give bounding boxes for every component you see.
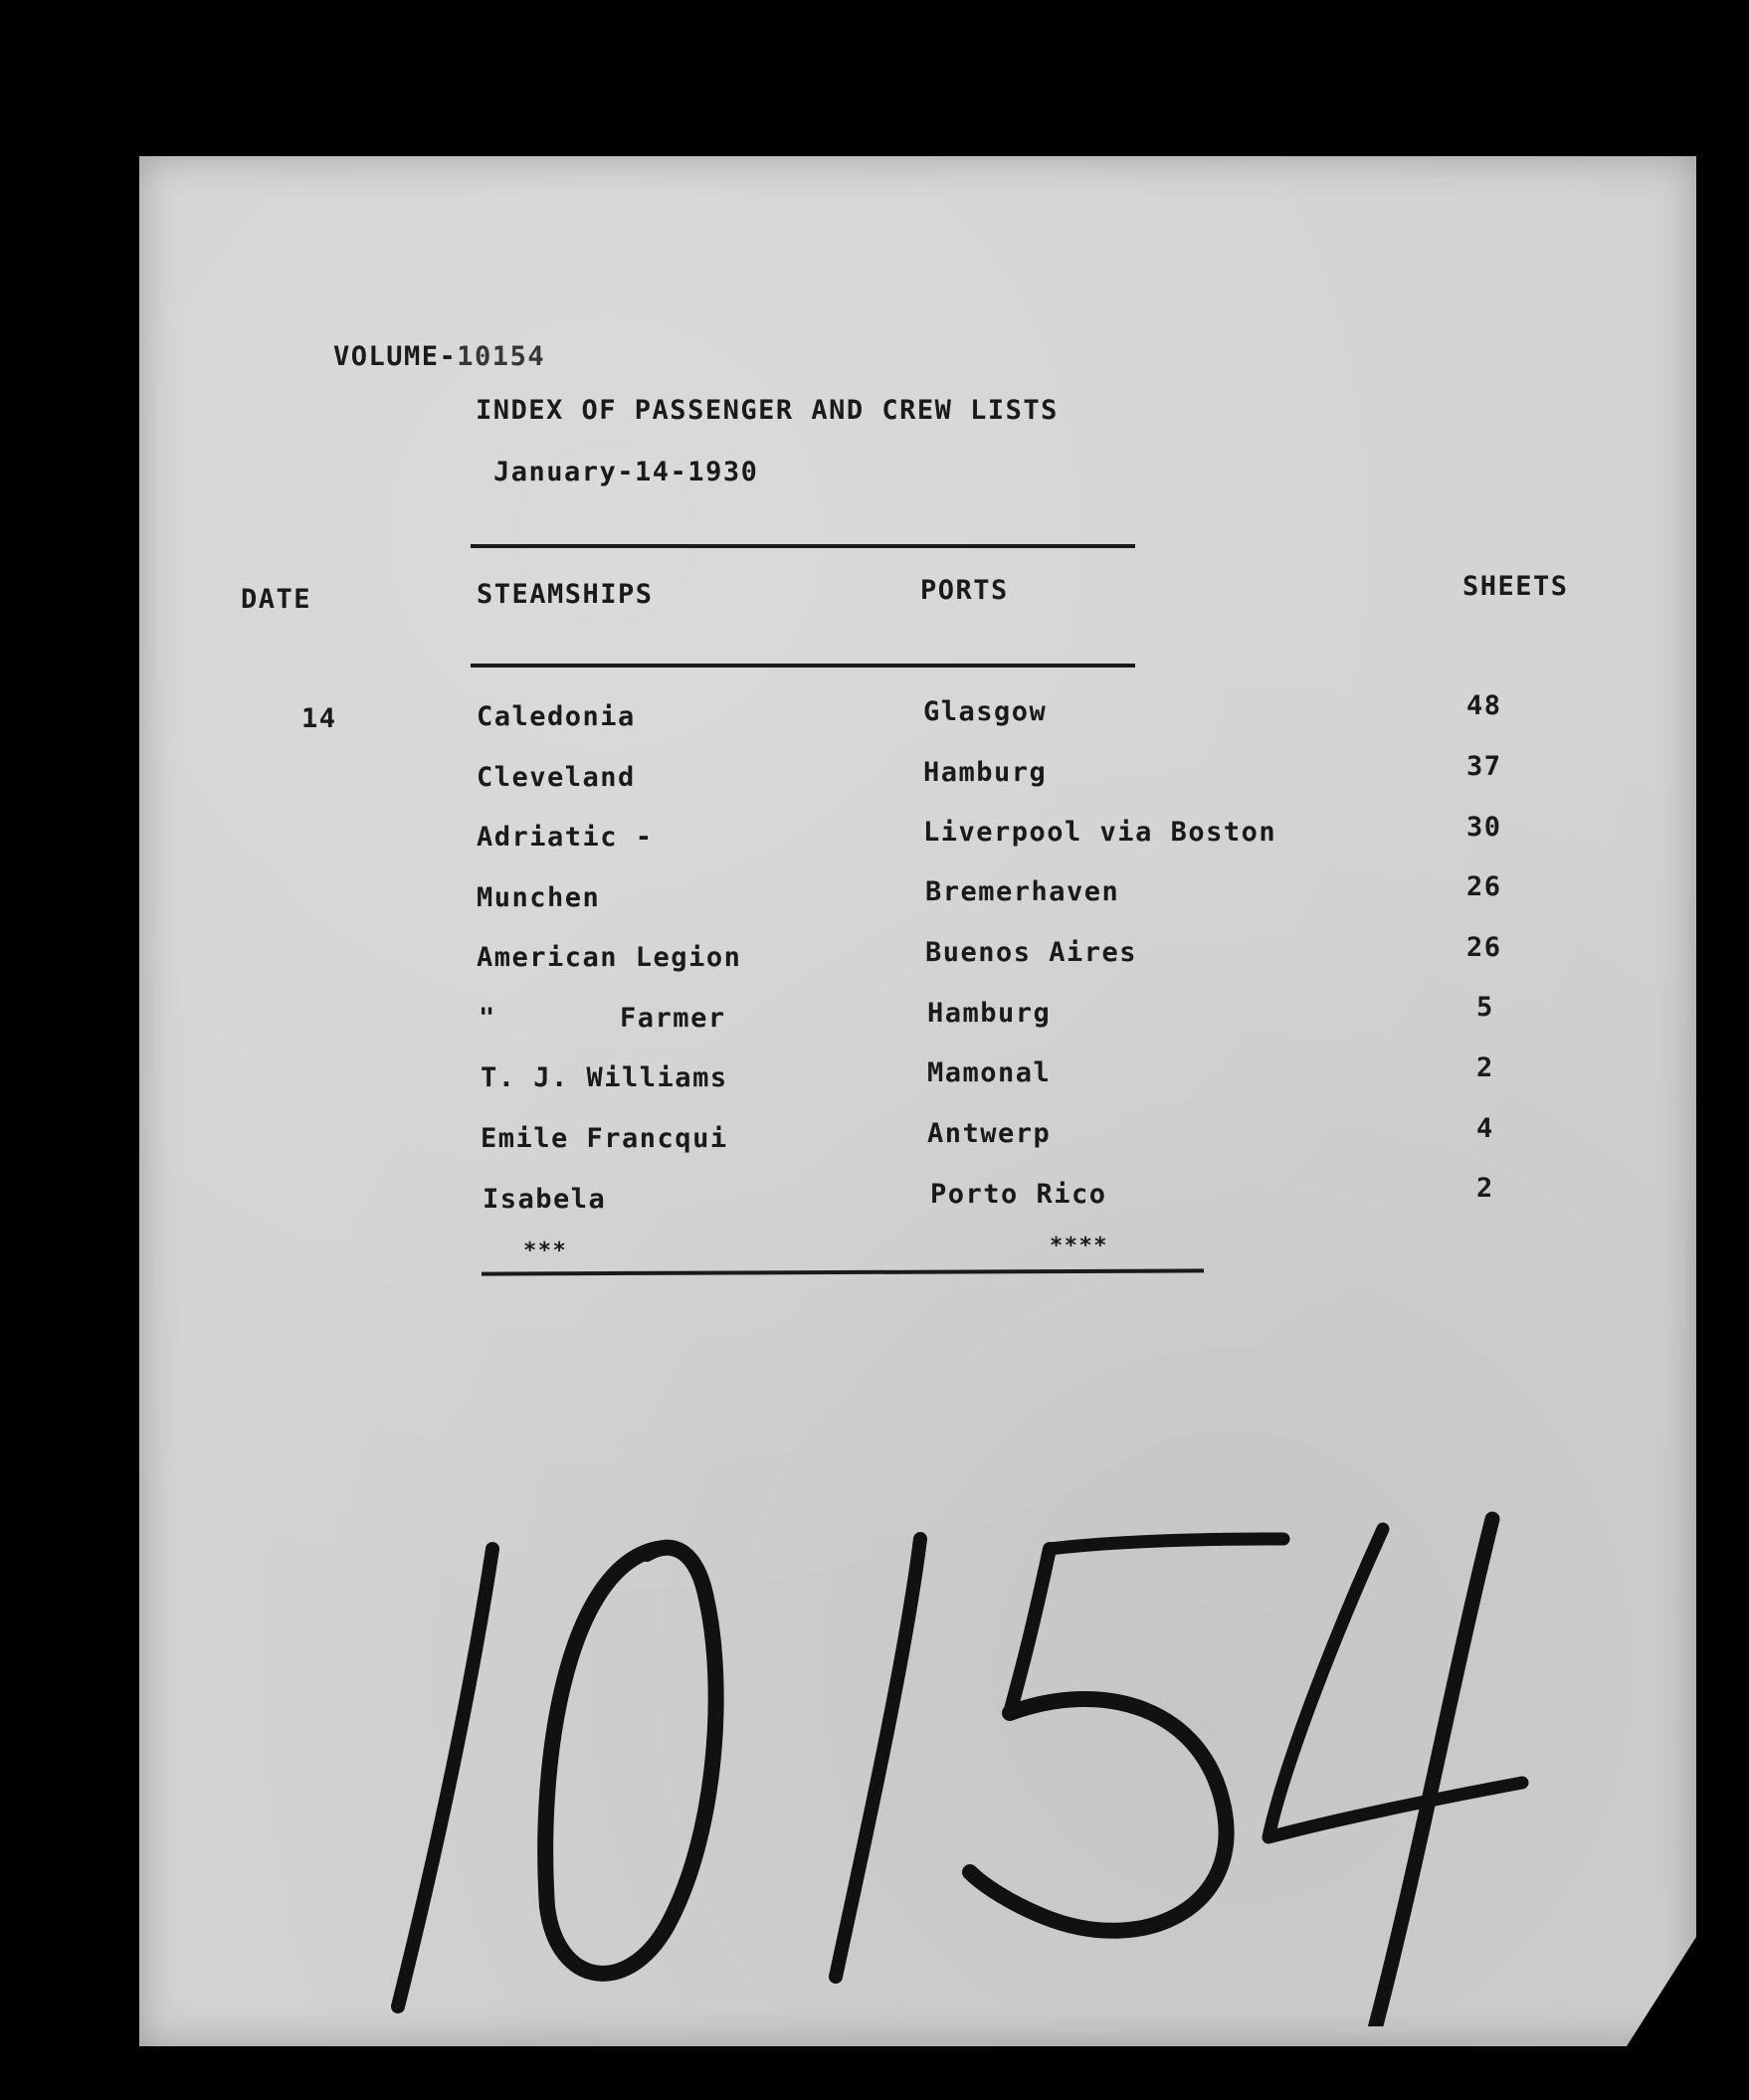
footer-stars-left: *** — [523, 1239, 568, 1263]
row-steamship: Cleveland — [477, 762, 636, 793]
row-sheets: 37 — [1466, 751, 1502, 782]
row-port: Antwerp — [927, 1118, 1052, 1149]
row-steamship: Adriatic - — [477, 822, 654, 853]
row-steamship: Caledonia — [477, 701, 636, 732]
row-port: Mamonal — [927, 1057, 1052, 1088]
row-date: 14 — [301, 703, 337, 734]
footer-stars-right: **** — [1050, 1234, 1108, 1258]
row-steamship: American Legion — [477, 942, 742, 973]
column-header-sheets: SHEETS — [1462, 571, 1569, 602]
column-header-date: DATE — [241, 584, 312, 615]
volume-line — [333, 341, 545, 372]
volume-label: VOLUME- — [333, 341, 458, 372]
handwritten-volume-number — [388, 1509, 1681, 2026]
footer-rule — [482, 1268, 1204, 1275]
row-port: Glasgow — [923, 696, 1048, 727]
row-port: Hamburg — [927, 998, 1052, 1029]
row-port: Hamburg — [923, 757, 1048, 788]
row-steamship: T. J. Williams — [481, 1062, 728, 1093]
document-title: INDEX OF PASSENGER AND CREW LISTS — [476, 395, 1059, 426]
row-sheets: 2 — [1476, 1173, 1494, 1204]
row-sheets: 26 — [1466, 932, 1502, 963]
row-port: Buenos Aires — [925, 937, 1138, 968]
row-port: Porto Rico — [930, 1179, 1107, 1210]
header-rule-top — [471, 544, 1135, 548]
row-sheets: 48 — [1466, 690, 1502, 721]
row-steamship: Munchen — [477, 882, 601, 913]
row-sheets: 2 — [1476, 1052, 1494, 1083]
column-header-steamships: STEAMSHIPS — [477, 579, 654, 610]
header-rule-bottom — [471, 664, 1135, 668]
volume-number: 10154 — [457, 341, 546, 372]
folded-corner — [1627, 1937, 1696, 2046]
document-date: January-14-1930 — [493, 457, 759, 487]
row-steamship: Isabela — [483, 1184, 607, 1215]
row-sheets: 4 — [1476, 1113, 1494, 1144]
row-port: Liverpool via Boston — [923, 817, 1277, 848]
column-header-ports: PORTS — [920, 575, 1009, 606]
row-steamship: " Farmer — [479, 1003, 726, 1034]
row-port: Bremerhaven — [925, 876, 1120, 907]
document-page — [139, 156, 1696, 2046]
row-sheets: 30 — [1466, 812, 1502, 843]
row-sheets: 26 — [1466, 871, 1502, 902]
row-steamship: Emile Francqui — [481, 1123, 728, 1154]
row-sheets: 5 — [1476, 992, 1494, 1023]
